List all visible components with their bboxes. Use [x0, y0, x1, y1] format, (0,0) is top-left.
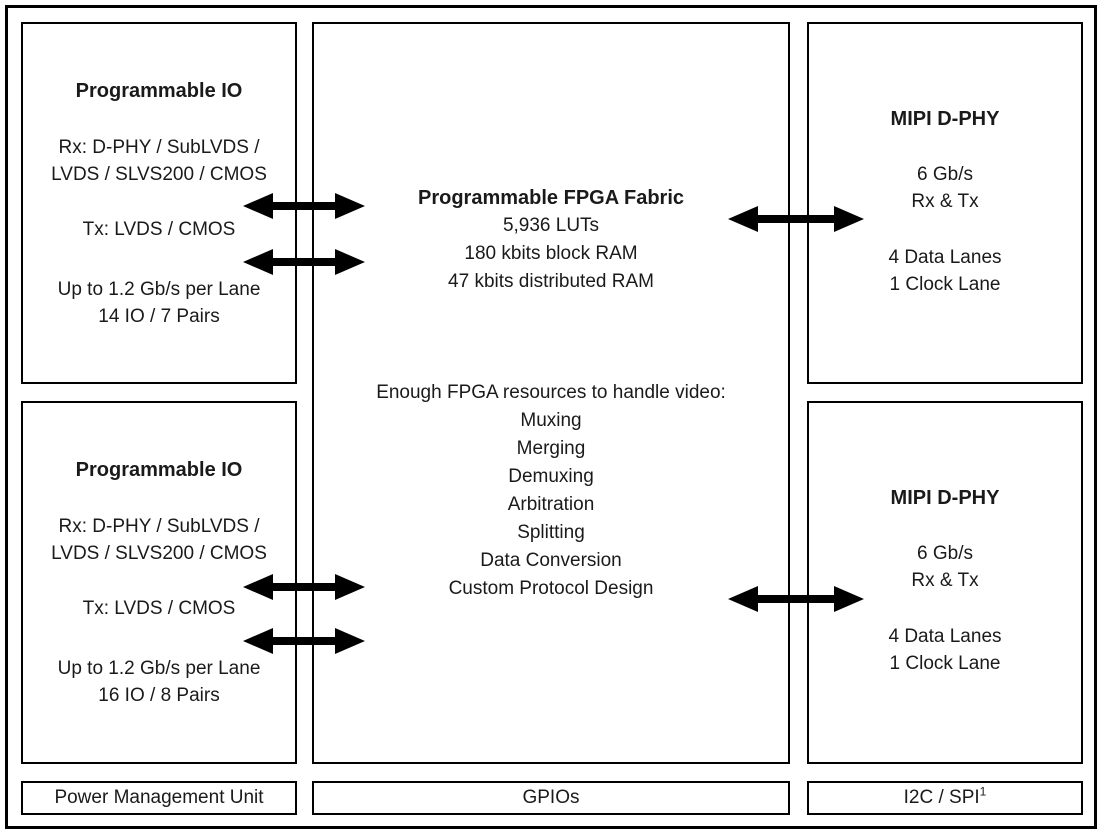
arrow-shaft	[267, 258, 341, 266]
programmable-io-top-rx	[23, 134, 295, 188]
data-lanes-line: 4 Data Lanes	[888, 626, 1002, 647]
rate-line: 6 Gb/s	[917, 543, 973, 564]
mipi-dphy-top-lanes	[809, 244, 1081, 298]
rate-line: 6 Gb/s	[917, 164, 973, 185]
programmable-io-top-title: Programmable IO	[75, 80, 243, 102]
rx-line-2: LVDS / SLVS200 / CMOS	[51, 164, 267, 185]
fpga-fabric-box	[312, 22, 790, 764]
arrow-shaft	[267, 583, 341, 591]
fabric-spec-distributed-ram: 47 kbits distributed RAM	[448, 271, 654, 292]
rate-line: Up to 1.2 Gb/s per Lane	[57, 279, 261, 300]
video-intro: Enough FPGA resources to handle video:	[376, 382, 726, 403]
programmable-io-bottom-tx: Tx: LVDS / CMOS	[82, 598, 236, 619]
fpga-fabric-video-capabilities	[314, 379, 788, 603]
rate-line: Up to 1.2 Gb/s per Lane	[57, 658, 261, 679]
bidirectional-arrow-io-top-rx	[243, 193, 365, 219]
fpga-fabric-specs	[314, 184, 788, 296]
arrow-shaft	[752, 595, 840, 603]
fabric-spec-luts: 5,936 LUTs	[502, 215, 600, 236]
video-feature-custom-protocol: Custom Protocol Design	[448, 578, 654, 599]
fabric-spec-block-ram: 180 kbits block RAM	[464, 243, 638, 264]
bidirectional-arrow-io-bottom-tx	[243, 628, 365, 654]
programmable-io-bottom-title: Programmable IO	[75, 459, 243, 481]
programmable-io-bottom-rate	[23, 655, 295, 709]
power-management-unit-box	[21, 781, 297, 815]
clock-lane-line: 1 Clock Lane	[889, 653, 1001, 674]
i2c-spi-label: I2C / SPI$^1$	[903, 784, 987, 808]
mipi-dphy-bottom-lanes	[809, 623, 1081, 677]
video-feature-splitting: Splitting	[517, 522, 585, 543]
video-feature-merging: Merging	[516, 438, 586, 459]
arrow-shaft	[752, 215, 840, 223]
bidirectional-arrow-mipi-bottom	[728, 586, 864, 612]
rxtx-line: Rx & Tx	[911, 570, 979, 591]
gpios-box	[312, 781, 790, 815]
power-management-unit-label: Power Management Unit	[54, 787, 264, 808]
arrow-shaft	[267, 637, 341, 645]
bidirectional-arrow-io-bottom-rx	[243, 574, 365, 600]
programmable-io-top-tx: Tx: LVDS / CMOS	[82, 219, 236, 240]
rx-line-1: Rx: D-PHY / SubLVDS /	[58, 516, 260, 537]
mipi-dphy-bottom-title: MIPI D-PHY	[890, 487, 1000, 509]
gpios-label: GPIOs	[522, 787, 580, 808]
rxtx-line: Rx & Tx	[911, 191, 979, 212]
video-feature-demuxing: Demuxing	[508, 466, 594, 487]
io-pairs-line: 14 IO / 7 Pairs	[98, 306, 220, 327]
bidirectional-arrow-mipi-top	[728, 206, 864, 232]
programmable-io-bottom-rx	[23, 513, 295, 567]
video-feature-data-conversion: Data Conversion	[480, 550, 622, 571]
bidirectional-arrow-io-top-tx	[243, 249, 365, 275]
clock-lane-line: 1 Clock Lane	[889, 274, 1001, 295]
rx-line-2: LVDS / SLVS200 / CMOS	[51, 543, 267, 564]
fpga-fabric-title: Programmable FPGA Fabric	[418, 187, 684, 209]
mipi-dphy-bottom-box	[807, 401, 1083, 764]
mipi-dphy-top-title: MIPI D-PHY	[890, 108, 1000, 130]
rx-line-1: Rx: D-PHY / SubLVDS /	[58, 137, 260, 158]
mipi-dphy-top-box	[807, 22, 1083, 384]
i2c-spi-box	[807, 781, 1083, 815]
i2c-spi-footnote: 1	[979, 784, 987, 799]
video-feature-muxing: Muxing	[520, 410, 582, 431]
programmable-io-top-rate	[23, 276, 295, 330]
data-lanes-line: 4 Data Lanes	[888, 247, 1002, 268]
arrow-shaft	[267, 202, 341, 210]
io-pairs-line: 16 IO / 8 Pairs	[98, 685, 220, 706]
video-feature-arbitration: Arbitration	[507, 494, 595, 515]
